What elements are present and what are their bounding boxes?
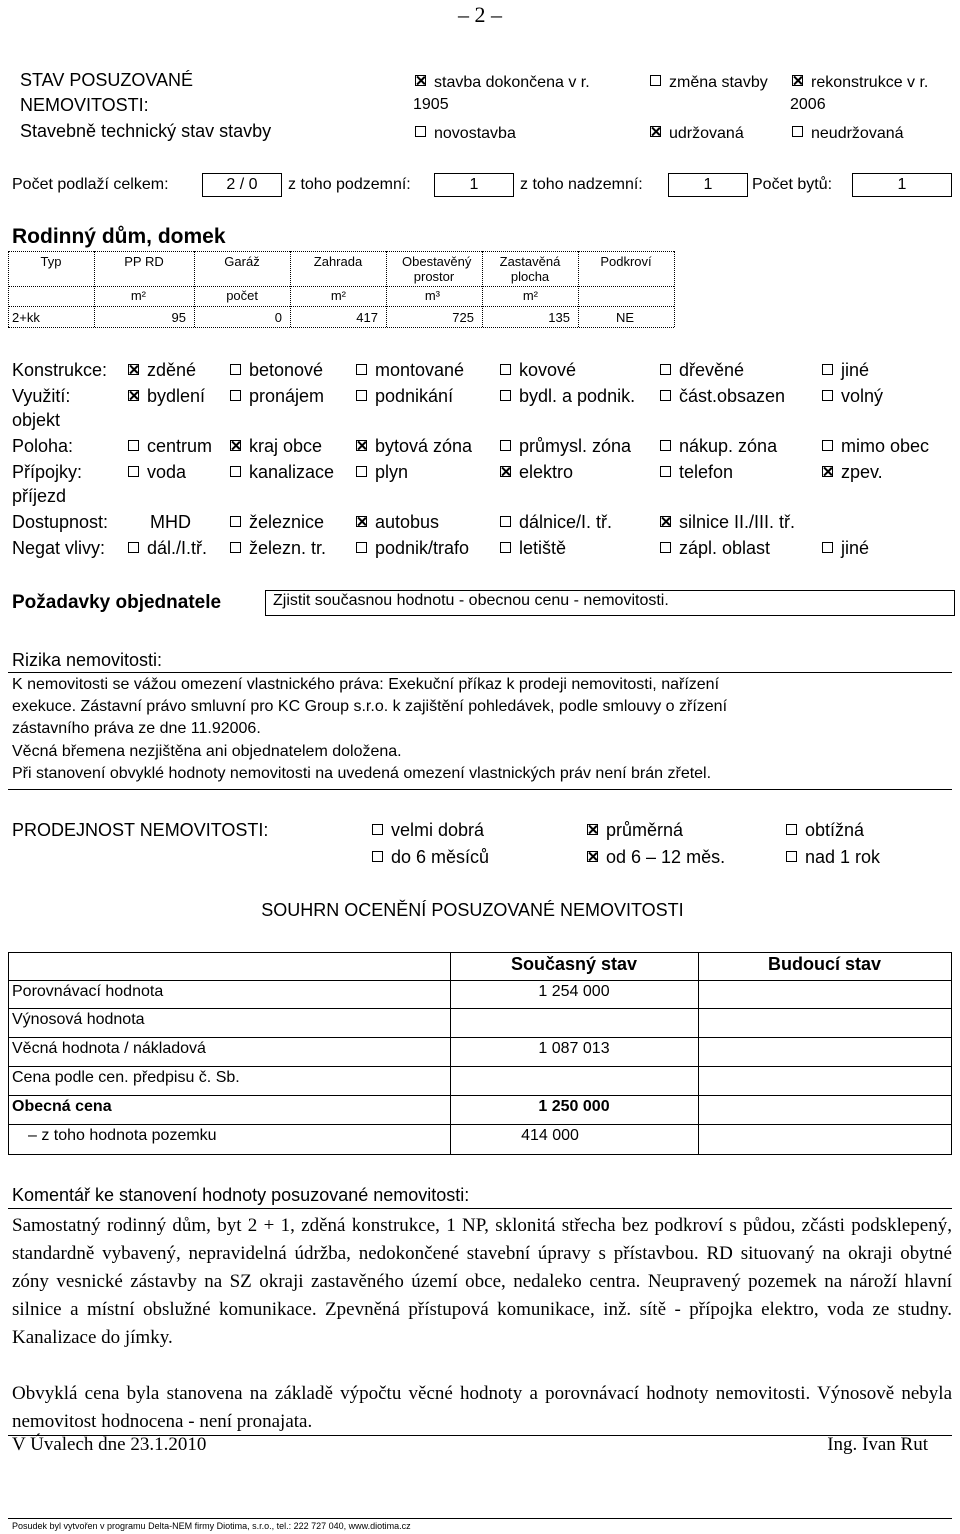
checkbox-empty-icon — [792, 126, 803, 137]
row-comparative-value: 1 254 000 — [538, 983, 610, 1000]
floors-total-value: 2 / 0 — [202, 173, 282, 197]
comment-paragraph-1: Samostatný rodinný dům, byt 2 + 1, zděná konstrukce, 1 NP, sklonitá střecha bez podkroví s půdou, zčásti podsklepený, standardně vybavený, nepravidelná údržba, nedokončené stavební úpravy s přístavbou. RD situovaný na okraji obytné zóny vesnické zástavby na SZ okraji zastavěného území obce, nedaleko centra. Neupravený pozemek na nároží hlavní silnice a místní obslužné komunikace. Zpevněná přístupová komunikace, inž. sítě - přípojka elektro, voda ze studny. Kanalizace do jímky. — [12, 1215, 952, 1348]
opt-unmaintained: neudržovaná — [792, 125, 904, 143]
checkbox-empty-icon — [822, 440, 833, 451]
floors-under-value: 1 — [434, 173, 514, 197]
checkbox-empty-icon — [230, 466, 241, 477]
checkbox-empty-icon — [372, 851, 383, 862]
risks-line-3: zástavního práva ze dne 11.92006. — [12, 720, 261, 737]
usage-mixed: bydl. a podnik. — [500, 386, 635, 407]
construction-metal: kovové — [500, 360, 576, 381]
opt-reconstruction-year: 2006 — [790, 96, 826, 113]
col-attic: Podkroví — [600, 254, 652, 269]
checkbox-empty-icon — [128, 542, 139, 553]
location-outside: mimo obec — [822, 436, 929, 457]
risks-line-2: exekuce. Zástavní právo smluvní pro KC Group s.r.o. k zajištění pohledávek, podle smlouvy o zřízení — [12, 698, 728, 715]
usage-housing: bydlení — [128, 386, 205, 407]
units-label: Počet bytů: — [752, 176, 833, 193]
utilities-electric: elektro — [500, 462, 573, 483]
access-road: silnice II./III. tř. — [660, 512, 795, 533]
checkbox-empty-icon — [500, 390, 511, 401]
val-attic: NE — [616, 310, 635, 325]
usage-wrap: objekt — [12, 410, 61, 430]
location-industrial: průmysl. zóna — [500, 436, 631, 457]
checkbox-empty-icon — [230, 390, 241, 401]
col-future: Budoucí stav — [767, 954, 882, 974]
checkbox-checked-icon — [792, 75, 803, 86]
unit-garage: počet — [226, 288, 258, 303]
construction-wood: dřevěné — [660, 360, 744, 381]
val-garage: 0 — [274, 310, 282, 325]
row-land-label: – z toho hodnota pozemku — [28, 1127, 217, 1144]
construction-label: Konstrukce: — [12, 360, 108, 380]
col-garage: Garáž — [224, 254, 260, 269]
utilities-label: Přípojky: — [12, 462, 83, 482]
utilities-phone: telefon — [660, 462, 733, 483]
checkbox-empty-icon — [356, 542, 367, 553]
row-land-value: 414 000 — [521, 1127, 579, 1144]
risks-line-4: Věcná břemena nezjištěna ani objednatelem doložena. — [12, 743, 402, 760]
status-title-2: NEMOVITOSTI: — [20, 95, 149, 115]
col-type: Typ — [40, 254, 62, 269]
negative-flood: zápl. oblast — [660, 538, 770, 559]
utilities-sewer: kanalizace — [230, 462, 334, 483]
checkbox-checked-icon — [356, 440, 367, 451]
utilities-water: voda — [128, 462, 186, 483]
checkbox-checked-icon — [128, 364, 139, 375]
col-built-area: Zastavěná plocha — [499, 254, 561, 284]
construction-assembled: montované — [356, 360, 464, 381]
negative-airport: letiště — [500, 538, 566, 559]
col-garden: Zahrada — [313, 254, 363, 269]
units-value: 1 — [852, 173, 952, 197]
row-general-value: 1 250 000 — [538, 1098, 610, 1115]
col-current: Současný stav — [510, 954, 638, 974]
unit-volume: m³ — [424, 288, 440, 303]
checkbox-empty-icon — [822, 542, 833, 553]
negative-rail: železn. tr. — [230, 538, 326, 559]
unit-built-area: m² — [522, 288, 538, 303]
status-title-1: STAV POSUZOVANÉ — [20, 70, 194, 90]
negative-highway: dál./I.tř. — [128, 538, 207, 559]
comment-label: Komentář ke stanovení hodnoty posuzované nemovitosti: — [12, 1185, 470, 1205]
construction-brick: zděné — [128, 360, 196, 381]
checkbox-checked-icon — [128, 390, 139, 401]
access-rail: železnice — [230, 512, 324, 533]
checkbox-empty-icon — [128, 466, 139, 477]
access-bus: autobus — [356, 512, 439, 533]
usage-business: podnikání — [356, 386, 453, 407]
opt-finished: stavba dokončena v r. — [415, 74, 590, 92]
negative-label: Negat vlivy: — [12, 538, 106, 558]
checkbox-empty-icon — [650, 75, 661, 86]
checkbox-checked-icon — [587, 851, 598, 862]
val-type: 2+kk — [12, 310, 40, 325]
opt-finished-year: 1905 — [413, 96, 449, 113]
checkbox-empty-icon — [786, 824, 797, 835]
floors-above-value: 1 — [668, 173, 748, 197]
checkbox-empty-icon — [500, 440, 511, 451]
comment-paragraph-2: Obvyklá cena byla stanovena na základě výpočtu věcné hodnoty a porovnávací hodnoty nemovitosti. Výnosově nebyla nemovitost hodnocena - není pronajata. — [12, 1383, 952, 1432]
requirements-value: Zjistit současnou hodnotu - obecnou cenu - nemovitosti. — [265, 590, 955, 616]
checkbox-empty-icon — [660, 440, 671, 451]
row-general-label: Obecná cena — [12, 1098, 112, 1115]
checkbox-empty-icon — [372, 824, 383, 835]
col-pp-rd: PP RD — [124, 254, 164, 269]
sale-over-year: nad 1 rok — [786, 847, 880, 868]
location-center: centrum — [128, 436, 212, 457]
utilities-wrap: příjezd — [12, 486, 67, 506]
row-regulation-label: Cena podle cen. předpisu č. Sb. — [12, 1069, 240, 1086]
usage-partial: část.obsazen — [660, 386, 785, 407]
checkbox-empty-icon — [230, 364, 241, 375]
opt-new: novostavba — [415, 125, 516, 143]
negative-other: jiné — [822, 538, 869, 559]
checkbox-checked-icon — [587, 824, 598, 835]
location-residential: bytová zóna — [356, 436, 472, 457]
val-garden: 417 — [356, 310, 378, 325]
row-income-label: Výnosová hodnota — [12, 1011, 145, 1028]
row-comparative-label: Porovnávací hodnota — [12, 983, 164, 1000]
requirements-label: Požadavky objednatele — [12, 592, 222, 613]
location-edge: kraj obce — [230, 436, 322, 457]
floors-under-label: z toho podzemní: — [288, 176, 411, 193]
checkbox-empty-icon — [230, 516, 241, 527]
checkbox-empty-icon — [415, 126, 426, 137]
construction-other: jiné — [822, 360, 869, 381]
signatory: Ing. Ivan Rut — [827, 1434, 928, 1455]
row-cost-value: 1 087 013 — [538, 1040, 610, 1057]
checkbox-checked-icon — [500, 466, 511, 477]
checkbox-checked-icon — [650, 126, 661, 137]
checkbox-empty-icon — [356, 466, 367, 477]
sale-average: průměrná — [587, 820, 683, 841]
place-date: V Úvalech dne 23.1.2010 — [12, 1434, 207, 1455]
location-shopping: nákup. zóna — [660, 436, 777, 457]
checkbox-empty-icon — [356, 364, 367, 375]
checkbox-checked-icon — [415, 75, 426, 86]
sale-very-good: velmi dobrá — [372, 820, 484, 841]
checkbox-empty-icon — [128, 440, 139, 451]
row-cost-label: Věcná hodnota / nákladová — [12, 1040, 206, 1057]
construction-concrete: betonové — [230, 360, 323, 381]
utilities-paved: zpev. — [822, 462, 883, 483]
checkbox-checked-icon — [356, 516, 367, 527]
opt-maintained: udržovaná — [650, 125, 744, 143]
opt-change: změna stavby — [650, 74, 768, 92]
utilities-gas: plyn — [356, 462, 408, 483]
checkbox-empty-icon — [786, 851, 797, 862]
checkbox-empty-icon — [660, 390, 671, 401]
val-built-area: 135 — [548, 310, 570, 325]
col-volume: Obestavěný prostor — [402, 254, 472, 284]
sale-6-12-months: od 6 – 12 měs. — [587, 847, 725, 868]
sale-difficult: obtížná — [786, 820, 864, 841]
checkbox-empty-icon — [660, 364, 671, 375]
checkbox-empty-icon — [660, 466, 671, 477]
checkbox-empty-icon — [500, 364, 511, 375]
page-number: – 2 – — [458, 2, 502, 27]
location-label: Poloha: — [12, 436, 74, 456]
checkbox-empty-icon — [500, 542, 511, 553]
checkbox-empty-icon — [356, 390, 367, 401]
saleability-label: PRODEJNOST NEMOVITOSTI: — [12, 820, 269, 840]
floors-total-label: Počet podlaží celkem: — [12, 176, 169, 193]
footer: Posudek byl vytvořen v programu Delta-NEM firmy Diotima, s.r.o., tel.: 222 727 040, www.diotima.cz — [12, 1521, 411, 1531]
opt-reconstruction: rekonstrukce v r. — [792, 74, 928, 92]
access-mhd: MHD — [150, 512, 191, 532]
checkbox-empty-icon — [822, 390, 833, 401]
checkbox-checked-icon — [230, 440, 241, 451]
checkbox-checked-icon — [822, 466, 833, 477]
checkbox-checked-icon — [660, 516, 671, 527]
checkbox-empty-icon — [822, 364, 833, 375]
house-title: Rodinný dům, domek — [12, 225, 226, 248]
val-volume: 725 — [452, 310, 474, 325]
risks-line-1: K nemovitosti se vážou omezení vlastnického práva: Exekuční příkaz k prodeji nemovitosti, nařízení — [12, 676, 720, 693]
sale-6-months: do 6 měsíců — [372, 847, 489, 868]
access-highway: dálnice/I. tř. — [500, 512, 612, 533]
risks-label: Rizika nemovitosti: — [12, 650, 163, 670]
risks-line-5: Při stanovení obvyklé hodnoty nemovitosti na uvedená omezení vlastnických práv není brán zřetel. — [12, 765, 712, 782]
checkbox-empty-icon — [660, 542, 671, 553]
summary-title: SOUHRN OCENĚNÍ POSUZOVANÉ NEMOVITOSTI — [261, 900, 684, 920]
val-pp-rd: 95 — [171, 310, 186, 325]
unit-garden: m² — [330, 288, 346, 303]
unit-pp-rd: m² — [130, 288, 146, 303]
negative-plant: podnik/trafo — [356, 538, 469, 559]
floors-above-label: z toho nadzemní: — [520, 176, 643, 193]
checkbox-empty-icon — [230, 542, 241, 553]
access-label: Dostupnost: — [12, 512, 109, 532]
usage-free: volný — [822, 386, 883, 407]
checkbox-empty-icon — [500, 516, 511, 527]
usage-rent: pronájem — [230, 386, 324, 407]
tech-state-label: Stavebně technický stav stavby — [20, 121, 272, 141]
usage-label: Využití: — [12, 386, 71, 406]
